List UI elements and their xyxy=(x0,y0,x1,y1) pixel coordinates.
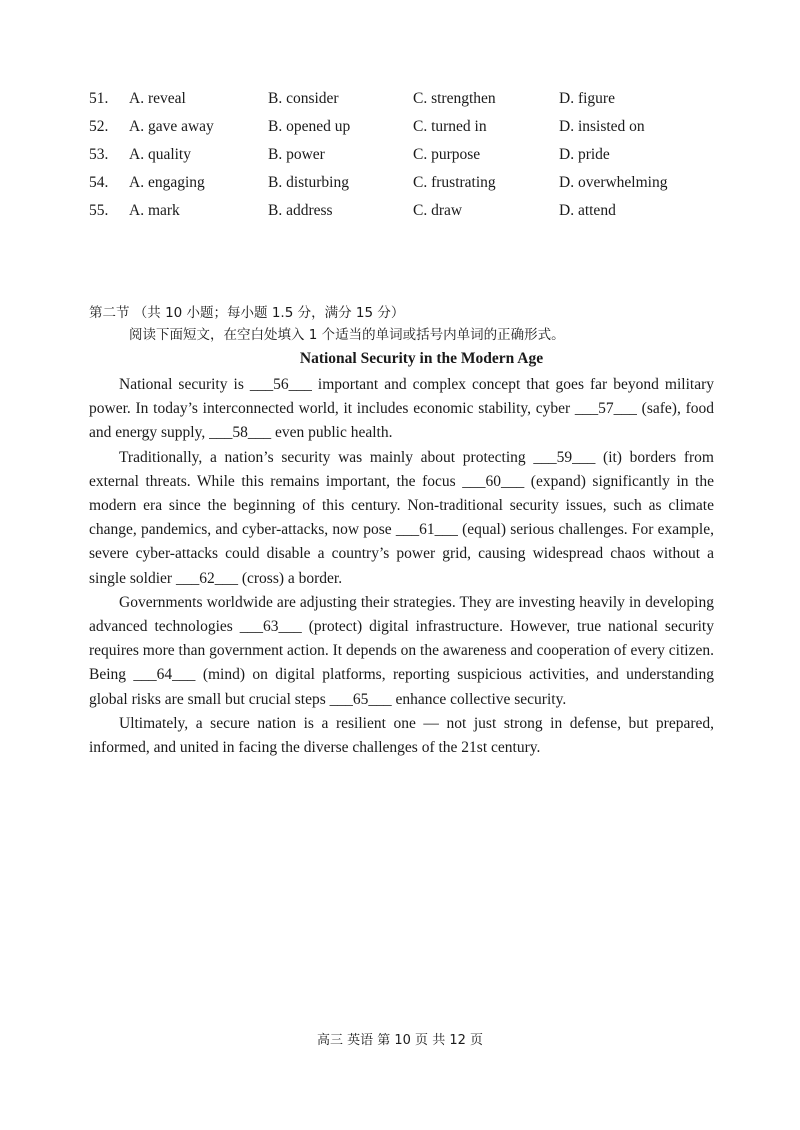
question-number: 54. xyxy=(89,174,109,191)
passage-paragraph: Traditionally, a nation’s security was mainly about protecting ___59___ (it) borders from external threats. While this remains important, the focus ___60___ (expand) significantly in the modern era since the beginning of this century. Non-traditional security issues, such as climate change, pandemics, and cyber-attacks, now pose ___61___ (equal) serious challenges. For example, severe cyber-attacks could disable a country’s power grid, causing widespread chaos without a single soldier ___62___ (cross) a border. xyxy=(89,448,714,587)
question-row xyxy=(89,172,729,200)
section-instruction: 阅读下面短文，在空白处填入 1 个适当的单词或括号内单词的正确形式。 xyxy=(129,327,565,343)
page-footer: 高三 英语 第 10 页 共 12 页 xyxy=(316,1033,483,1048)
passage-paragraph: Ultimately, a secure nation is a resilient one — not just strong in defense, but prepared, informed, and united in facing the diverse challenges of the 21st century. xyxy=(89,714,714,757)
option-d: D. overwhelming xyxy=(559,174,668,191)
question-row xyxy=(89,88,729,116)
option-c: C. turned in xyxy=(413,118,487,135)
question-number: 55. xyxy=(89,202,109,219)
question-number: 52. xyxy=(89,118,109,135)
option-c: C. frustrating xyxy=(413,174,496,191)
option-a: A. gave away xyxy=(129,118,214,135)
question-row xyxy=(89,144,729,172)
option-d: D. insisted on xyxy=(559,118,645,135)
question-number: 51. xyxy=(89,90,109,107)
passage-paragraph: National security is ___56___ important and complex concept that goes far beyond military power. In today’s interconnected world, it includes economic stability, cyber ___57___ (safe), food and energy supply, ___58___ even public health. xyxy=(89,376,714,442)
option-c: C. strengthen xyxy=(413,90,496,107)
option-d: D. figure xyxy=(559,90,615,107)
section-two xyxy=(89,302,714,760)
question-number: 53. xyxy=(89,146,109,163)
option-b: B. address xyxy=(268,202,333,219)
option-a: A. reveal xyxy=(129,90,186,107)
option-d: D. attend xyxy=(559,202,616,219)
option-c: C. draw xyxy=(413,202,463,219)
option-b: B. consider xyxy=(268,90,339,107)
option-b: B. power xyxy=(268,146,325,163)
option-a: A. quality xyxy=(129,146,191,163)
option-c: C. purpose xyxy=(413,146,481,163)
passage-title: National Security in the Modern Age xyxy=(299,350,544,367)
answer-options xyxy=(89,88,729,228)
option-b: B. opened up xyxy=(268,118,351,135)
section-heading: 第二节 （共 10 小题；每小题 1.5 分，满分 15 分） xyxy=(89,305,405,321)
question-row xyxy=(89,116,729,144)
option-a: A. mark xyxy=(129,202,180,219)
option-a: A. engaging xyxy=(129,174,205,191)
passage-paragraph: Governments worldwide are adjusting their strategies. They are investing heavily in developing advanced technologies ___63___ (protect) digital infrastructure. However, true national security requires more than government action. It depends on the awareness and cooperation of every citizen. Being ___64___ (mind) on digital platforms, reporting suspicious activities, and understanding global risks are small but crucial steps ___65___ enhance collective security. xyxy=(89,593,714,708)
option-b: B. disturbing xyxy=(268,174,349,191)
option-d: D. pride xyxy=(559,146,610,163)
question-row xyxy=(89,200,729,228)
